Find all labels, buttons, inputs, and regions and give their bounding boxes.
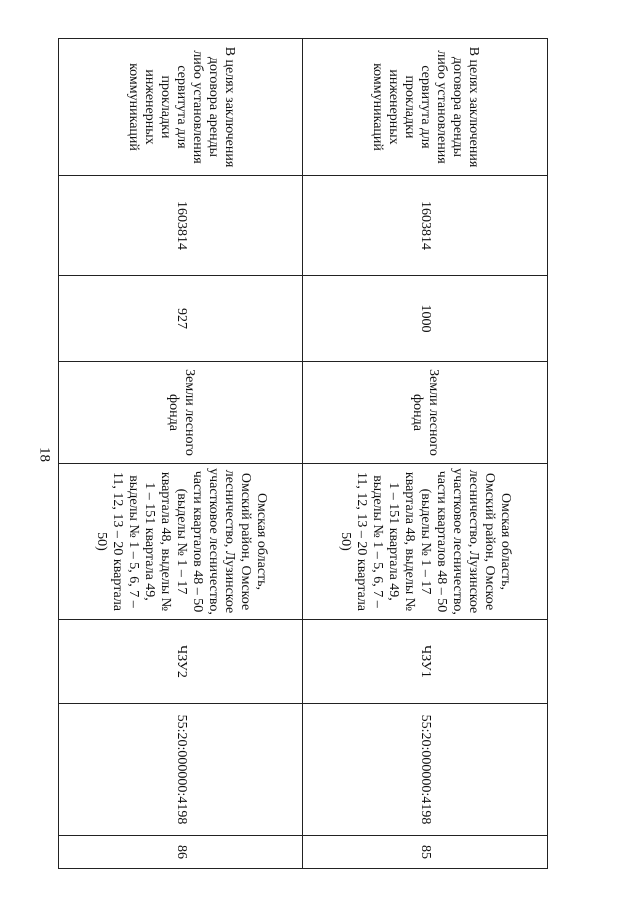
land-category-cell: Земли лесного фонда: [303, 362, 548, 464]
row-number-cell: 86: [59, 836, 304, 869]
cadastral-number-cell: 55:20:000000:4198: [59, 704, 304, 836]
rotated-table-wrapper: [58, 38, 548, 868]
table-row: [303, 39, 548, 869]
area-cell: 1000: [303, 276, 548, 362]
purpose-cell: В целях заключения договора аренды либо установления сервитута для прокладки инженерных коммуникаций: [303, 39, 548, 176]
code-cell: 1603814: [59, 176, 304, 276]
land-category-cell: Земли лесного фонда: [59, 362, 304, 464]
designation-cell: ЧЗУ1: [303, 620, 548, 704]
code-cell: 1603814: [303, 176, 548, 276]
table-row: [59, 39, 304, 869]
designation-cell: ЧЗУ2: [59, 620, 304, 704]
purpose-cell: В целях заключения договора аренды либо установления сервитута для прокладки инженерных коммуникаций: [59, 39, 304, 176]
page-number: 18: [36, 447, 53, 462]
row-number-cell: 85: [303, 836, 548, 869]
location-cell: Омская область, Омский район, Омское лесничество, Лузинское участковое лесничество, части кварталов 48 – 50 (выделы № 1 – 17 квартала 48, выделы № 1 – 151 квартала 49, выделы № 1 – 5, 6, 7 – 11, 12, 13 – 20 квартала 50): [303, 464, 548, 620]
land-plots-table: [58, 38, 548, 869]
area-cell: 927: [59, 276, 304, 362]
cadastral-number-cell: 55:20:000000:4198: [303, 704, 548, 836]
location-cell: Омская область, Омский район, Омское лесничество, Лузинское участковое лесничество, части кварталов 48 – 50 (выделы № 1 – 17 квартала 48, выделы № 1 – 151 квартала 49, выделы № 1 – 5, 6, 7 – 11, 12, 13 – 20 квартала 50): [59, 464, 304, 620]
